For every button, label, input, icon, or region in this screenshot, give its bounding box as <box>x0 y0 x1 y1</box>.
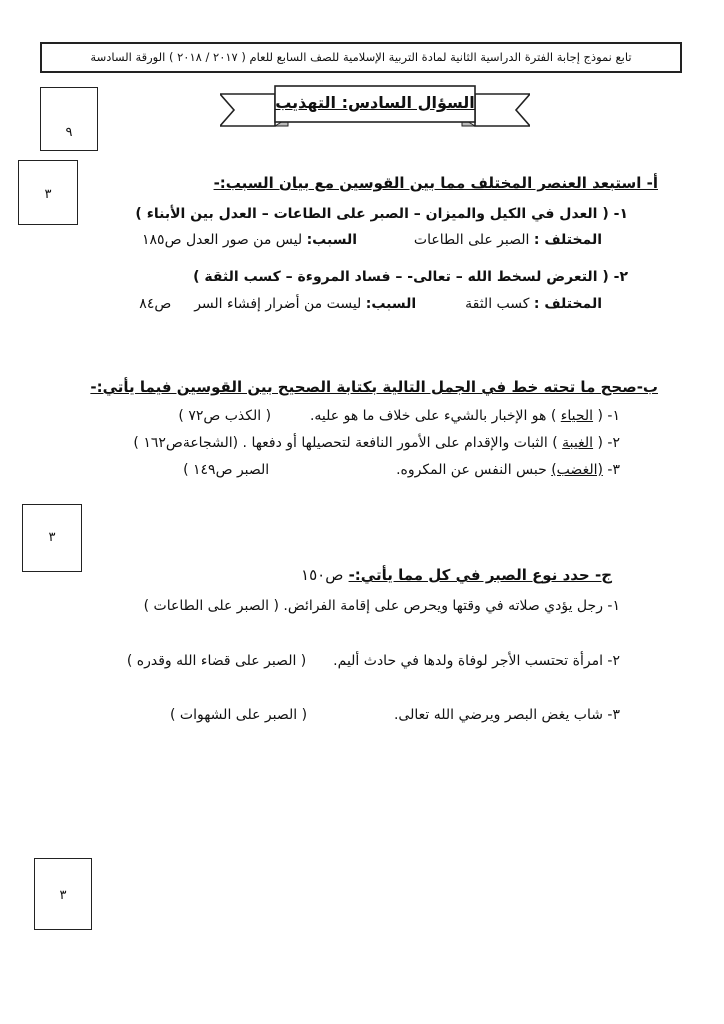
different-label: المختلف : <box>533 296 602 312</box>
score-value: ٣ <box>48 530 56 545</box>
section-c-item-2: ٢- امرأة تحتسب الأجر لوفاة ولدها في حادث أليم. ( الصبر على قضاء الله وقدره ) <box>126 653 620 669</box>
correction: (الشجاعةص١٦٢ ) <box>133 435 239 451</box>
reason-label: السبب: <box>365 296 417 312</box>
page-ref: ص١٥٠ <box>301 566 344 584</box>
underlined-term: (الغضب) <box>551 462 603 478</box>
section-b-item-1: ١- ( الحياء ) هو الإخبار بالشيء على خلاف ما هو عليه. ( الكذب ص٧٢ ) <box>178 408 620 424</box>
header-text: تابع نموذج إجابة الفترة الدراسية الثانية لمادة التربية الإسلامية للصف السابع للعام ( ٢٠١٧ / ٢٠١٨ ) الورقة السادسة <box>90 50 632 64</box>
section-a-item-2-answer <box>139 295 602 313</box>
section-b-title: ب-صحح ما تحته خط في الجمل التالية بكتابة الصحيح بين القوسين فيما يأتي:- <box>90 378 658 396</box>
reason-value: ليست من أضرار إفشاء السر <box>194 296 362 312</box>
page-header <box>40 42 682 73</box>
section-b-item-2: ٢- ( الغيبة ) الثبات والإقدام على الأمور النافعة لتحصيلها أو دفعها . (الشجاعةص١٦٢ ) <box>133 435 620 451</box>
score-value: ٣ <box>44 187 52 202</box>
section-a-item-1: ١- ( العدل في الكيل والميزان – الصبر على الطاعات – العدل بين الأبناء ) <box>135 206 628 222</box>
different-value: كسب الثقة <box>465 296 530 312</box>
page-ref: ص٨٤ <box>139 296 172 312</box>
answer: ( الصبر على قضاء الله وقدره ) <box>126 653 307 669</box>
section-a-title: أ- استبعد العنصر المختلف مما بين القوسين مع بيان السبب:- <box>213 174 658 192</box>
correction: الصبر ص١٤٩ ) <box>183 462 270 478</box>
score-box-section-a <box>18 160 78 225</box>
score-box-section-c <box>34 858 92 930</box>
section-c-item-1: ١- رجل يؤدي صلاته في وقتها ويحرص على إقامة الفرائض. ( الصبر على الطاعات ) <box>143 598 620 614</box>
different-value: الصبر على الطاعات <box>413 232 530 248</box>
score-value: ٩ <box>65 125 73 140</box>
answer: ( الصبر على الشهوات ) <box>170 707 308 723</box>
score-value: ٣ <box>59 888 67 903</box>
section-a-item-2: ٢- ( التعرض لسخط الله – تعالى- – فساد المروءة – كسب الثقة ) <box>193 269 628 285</box>
underlined-term: الحياء <box>560 408 594 424</box>
different-label: المختلف : <box>533 232 602 248</box>
section-c-item-3: ٣- شاب يغض البصر ويرضي الله تعالى. ( الصبر على الشهوات ) <box>170 707 620 723</box>
reason-value: ليس من صور العدل ص١٨٥ <box>142 232 303 248</box>
answer: ( الصبر على الطاعات ) <box>143 598 279 614</box>
section-a-item-1-answer <box>142 231 602 249</box>
score-box-total <box>40 87 98 151</box>
correction: ( الكذب ص٧٢ ) <box>178 408 272 424</box>
score-box-section-b <box>22 504 82 572</box>
question-title: السؤال السادس: التهذيب <box>275 93 475 112</box>
section-b-item-3: ٣- (الغضب) حبس النفس عن المكروه. الصبر ص١٤٩ ) <box>183 462 620 478</box>
section-c-title: ج- حدد نوع الصبر في كل مما يأتي:- ص١٥٠ <box>301 566 612 584</box>
question-banner <box>220 82 530 134</box>
underlined-term: الغيبة <box>562 435 594 451</box>
reason-label: السبب: <box>306 232 358 248</box>
